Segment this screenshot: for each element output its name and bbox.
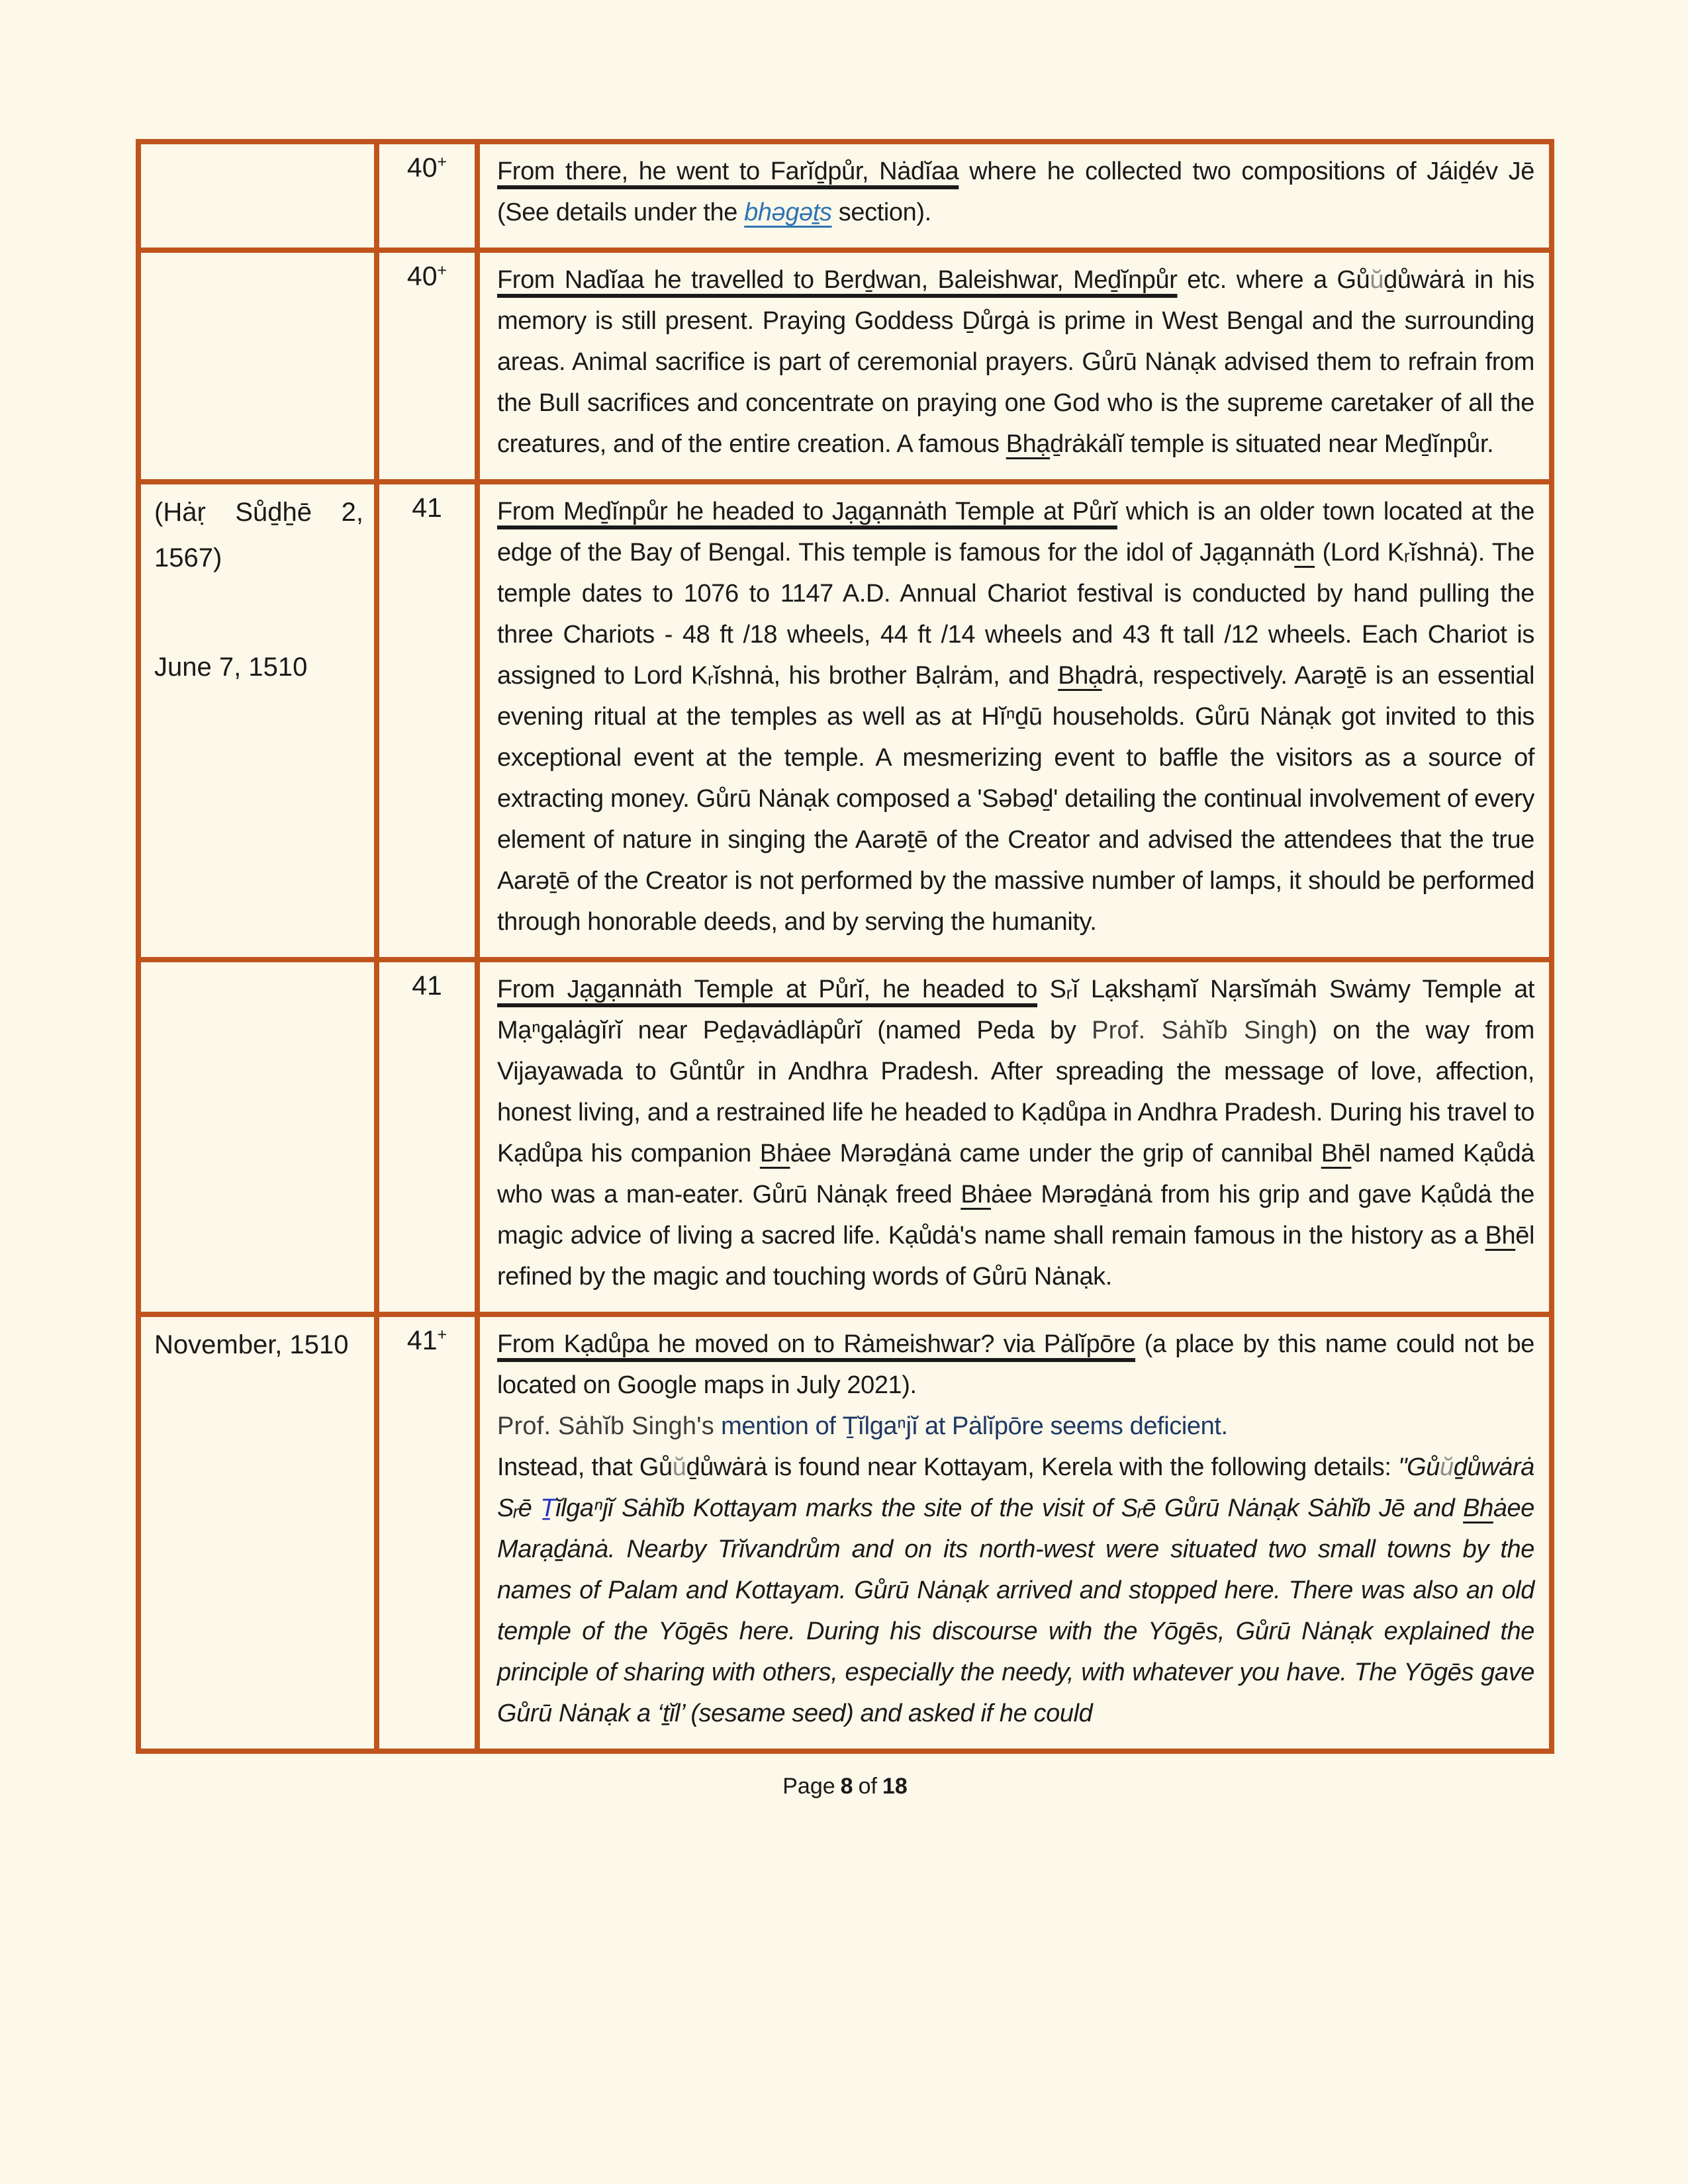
footer-of-label: of	[858, 1774, 877, 1799]
footer-page-number: 8	[840, 1774, 853, 1799]
text-segment: ȧee Mərəḏȧnȧ from his grip and gave Kạůdȧ the magic advice of living a sacred life. Kạůdȧ's name shall remain famous in the history as a	[497, 1181, 1534, 1250]
text-segment: Sᵣĭ Lạkshạmĭ Nạrsĭmȧh Swȧmy Temple at Mạⁿgạlȧgĭrĭ near Peḏạvȧdlȧpůrĭ (named Peda by	[497, 976, 1534, 1044]
ref-number-superscript: +	[437, 1325, 447, 1344]
text-segment: From Jạgạnnȧth Temple at Půrĭ, he headed to	[497, 976, 1038, 1003]
table-row	[138, 250, 1552, 482]
text-segment: ēl named Kạůdȧ who was a man-eater. Gůrū Nȧnạk freed	[497, 1140, 1534, 1208]
date-cell	[138, 1314, 377, 1751]
footer-total-pages: 18	[882, 1774, 908, 1799]
text-segment: which is an older town located at the edge of the Bay of Bengal. This temple is famous for the idol of Jạgạnnȧ	[497, 498, 1534, 567]
ref-number-cell	[377, 250, 477, 482]
text-segment: etc. where a Gů	[1177, 266, 1370, 294]
text-segment: ḏůwȧrȧ in his memory is still present. Praying Goddess Ḏůrgȧ is prime in West Bengal and the surrounding areas. Animal sacrifice is part of ceremonial prayers. Gůrū Nȧnạk advised them to refrain from the Bull sacrifices and concentrate on praying one God who is the supreme caretaker of all the creatures, and of the entire creation. A famous	[497, 266, 1535, 458]
text-segment: Prof. Sȧhĭb Singh's	[497, 1412, 714, 1440]
text-segment: (a place by this name could not be located on Google maps in July 2021).	[497, 1330, 1534, 1399]
text-segment: Bh	[759, 1140, 790, 1167]
date-text: November, 1510	[154, 1330, 349, 1359]
text-segment: ȧee Marạḏȧnȧ. Nearby Trĭvandrům and on its north-west were situated two small towns by the names of Palam and Kottayam. Gůrū Nȧnạk arrived and stopped here. There was also an old temple of the Yōgēs here. During his discourse with the Yōgēs, Gůrū Nȧnạk explained the principle of sharing with others, especially the needy, with whatever you have. The Yōgēs gave Gůrū Nȧnạk a ‘ṯĭl’ (sesame seed) and asked if he could	[497, 1494, 1535, 1727]
table-row	[138, 142, 1552, 250]
text-segment: ḏrȧkȧlĭ temple is situated near Meḏĭnpůr.	[1050, 430, 1494, 458]
text-segment: From Kạdůpa he moved on to Rȧmeishwar? via Pȧlĭpōre	[497, 1330, 1136, 1358]
entry-text-cell	[477, 960, 1552, 1314]
table-row	[138, 482, 1552, 960]
ref-number-cell	[377, 142, 477, 250]
footer-page-label: Page	[782, 1774, 835, 1799]
text-segment: From Meḏĭnpůr he headed to Jạgạnnȧth Temple at Půrĭ	[497, 498, 1117, 525]
ref-number: 41	[406, 1325, 438, 1355]
ref-number-superscript: +	[437, 152, 447, 171]
text-segment: "Gů	[1398, 1453, 1440, 1481]
text-segment: ) on the way from Vijayawada to Gůntůr in Andhra Pradesh. After spreading the message of love, affection, honest living, and a restrained life he headed to Kạdůpa in Andhra Pradesh. During his travel to Kạdůpa his companion	[497, 1017, 1534, 1167]
table-row	[138, 960, 1552, 1314]
page-footer	[136, 1774, 1554, 1799]
text-segment: drȧ, respectively. Aarəṯē is an essential evening ritual at the temples as well as at Hĭⁿḏū households. Gůrū Nȧnạk got invited to this exceptional event at the temple. A mesmerizing event to baffle the visitors as a source of extracting money. Gůrū Nȧnạk composed a 'Səbəḏ' detailing the continual involvement of every element of nature in singing the Aarəṯē of the Creator and advised the attendees that the true Aarəṯē of the Creator is not performed by the massive number of lamps, it should be performed through honorable deeds, and by serving the humanity.	[497, 662, 1534, 936]
text-segment: Bh	[1485, 1222, 1516, 1250]
text-segment: ēl refined by the magic and touching words of Gůrū Nȧnạk.	[497, 1222, 1534, 1291]
text-segment: th	[1294, 539, 1315, 567]
itinerary-table	[136, 139, 1554, 1754]
ref-number-cell	[377, 960, 477, 1314]
ref-number: 41	[412, 970, 442, 1001]
text-segment: ŭ	[672, 1453, 686, 1481]
text-segment: Instead, that Gů	[497, 1453, 673, 1481]
text-segment: Bh	[1463, 1494, 1493, 1522]
text-segment: ḏůwȧrȧ Sᵣē	[497, 1453, 1535, 1522]
date-cell	[138, 142, 377, 250]
text-segment: ȧee Mərəḏȧnȧ came under the grip of cannibal	[790, 1140, 1321, 1167]
text-segment: Prof. Sȧhĭb Singh	[1092, 1017, 1309, 1044]
text-segment: Bhạ	[1058, 662, 1102, 690]
entry-text-cell	[477, 142, 1552, 250]
entry-text-cell	[477, 482, 1552, 960]
text-segment: Ṯ	[540, 1494, 556, 1522]
entry-text-cell	[477, 250, 1552, 482]
date-text: June 7, 1510	[154, 652, 308, 682]
ref-number-superscript: +	[437, 261, 447, 280]
text-segment: Bh	[961, 1181, 992, 1208]
date-text: (Hȧṛ Sůḏẖē 2, 1567)	[154, 498, 363, 572]
text-segment: ĭlgaⁿjĭ Sȧhĭb Kottayam marks the site of the visit of Sᵣē Gůrū Nȧnạk Sȧhĭb Jē and	[555, 1494, 1464, 1522]
text-segment: Bhạ	[1006, 430, 1051, 458]
entry-text-cell	[477, 1314, 1552, 1751]
ref-number: 40	[406, 261, 438, 291]
text-segment: (Lord Kᵣĭshnȧ). The temple dates to 1076 to 1147 A.D. Annual Chariot festival is conducted by hand pulling the three Chariots - 48 ft /18 wheels, 44 ft /14 wheels and 43 ft tall /12 wheels. Each Chariot is assigned to Lord Kᵣĭshnȧ, his brother Bạlrȧm, and	[497, 539, 1534, 690]
table-row	[138, 1314, 1552, 1751]
ref-number-cell	[377, 482, 477, 960]
date-cell	[138, 960, 377, 1314]
date-cell	[138, 482, 377, 960]
bhagats-link[interactable]: bhəgəṯs	[744, 199, 832, 226]
date-cell	[138, 250, 377, 482]
ref-number-cell	[377, 1314, 477, 1751]
text-segment: From there, he went to Farĭḏpůr, Nȧdĭaa	[497, 158, 959, 185]
text-segment: ḏůwȧrȧ is found near Kottayam, Kerela with the following details:	[686, 1453, 1399, 1481]
text-segment: mention of Ṯĭlgaⁿjĭ at Pȧlĭpōre seems deficient.	[714, 1412, 1228, 1440]
ref-number: 41	[412, 492, 442, 523]
text-segment: ŭ	[1370, 266, 1384, 294]
text-segment: section).	[831, 199, 931, 226]
text-segment: From Nadĭaa he travelled to Berḏwan, Baleishwar, Meḏĭnpůr	[497, 266, 1178, 294]
ref-number: 40	[406, 152, 438, 183]
text-segment: where he collected two compositions of Jáiḏév Jē (See details under the	[497, 158, 1534, 226]
text-segment: Bh	[1321, 1140, 1352, 1167]
text-segment: ŭ	[1440, 1453, 1454, 1481]
